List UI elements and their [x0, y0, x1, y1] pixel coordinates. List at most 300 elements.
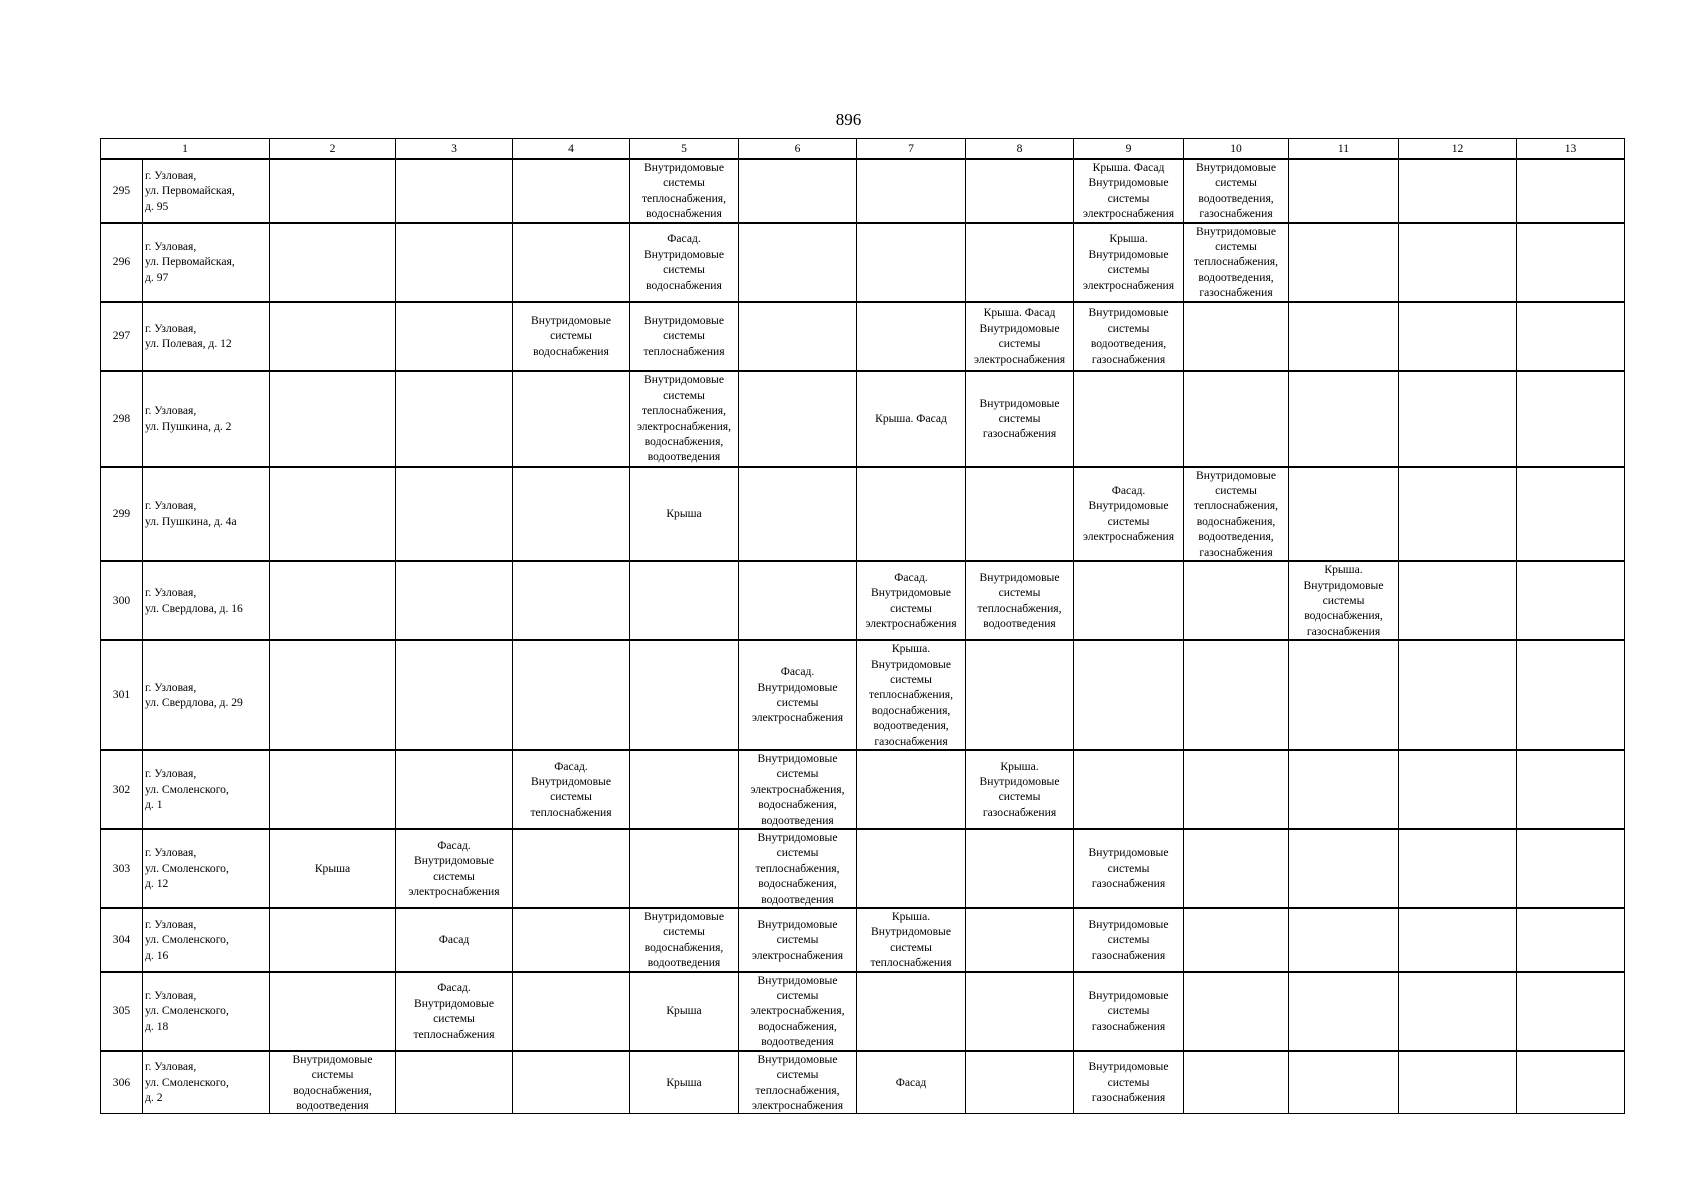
work-cell-col-11: [1289, 371, 1399, 467]
work-cell-col-8: [966, 371, 1074, 467]
work-line: газоснабжения: [1091, 352, 1166, 366]
work-line: электроснабжения,: [750, 782, 845, 796]
address-line: г. Узловая,: [145, 404, 197, 418]
work-cell-col-8: [966, 302, 1074, 371]
work-cell-col-6: [739, 1051, 857, 1114]
address-line: д. 18: [145, 1019, 169, 1033]
column-header-6: 6: [739, 139, 857, 160]
work-line: электроснабжения: [751, 711, 844, 725]
work-cell-col-13: [1517, 302, 1625, 371]
work-line: теплоснабжения,: [868, 688, 954, 702]
work-cell-col-6: [739, 829, 857, 908]
work-cell-col-8: [966, 159, 1074, 223]
column-header-1: 1: [101, 139, 270, 160]
work-line: водоснабжения,: [644, 940, 724, 954]
work-cell-col-8: [966, 561, 1074, 640]
work-cell-col-10: [1184, 223, 1289, 302]
work-cell-col-12: [1399, 829, 1517, 908]
work-cell-col-4: [513, 972, 630, 1051]
row-number: 297: [101, 302, 143, 371]
work-cell-col-8: [966, 640, 1074, 750]
work-cell-col-7: [857, 972, 966, 1051]
work-line: системы: [1322, 593, 1365, 607]
address-line: ул. Свердлова, д. 29: [145, 696, 243, 710]
row-number: 296: [101, 223, 143, 302]
work-line: водоотведения: [761, 1035, 834, 1049]
work-line: электроснабжения: [1082, 278, 1175, 292]
work-line: системы: [1107, 933, 1150, 947]
work-line: Крыша. Фасад: [1092, 161, 1165, 174]
address-cell: [143, 972, 270, 1051]
work-line: Внутридомовые: [644, 314, 724, 328]
address-line: д. 16: [145, 948, 169, 962]
work-cell-col-6: [739, 467, 857, 561]
address-line: г. Узловая,: [145, 240, 197, 254]
work-cell-col-9: [1074, 561, 1184, 640]
work-cell-col-12: [1399, 159, 1517, 223]
work-cell-col-8: [966, 223, 1074, 302]
work-cell-col-8: [966, 750, 1074, 829]
table-body: [101, 159, 1625, 1114]
work-cell-col-10: [1184, 467, 1289, 561]
work-line: Фасад.: [554, 759, 588, 773]
work-cell-col-6: [739, 750, 857, 829]
work-line: системы: [776, 696, 819, 710]
work-cell-col-12: [1399, 467, 1517, 561]
address-cell: [143, 640, 270, 750]
work-line: Внутридомовые: [644, 373, 724, 387]
address-cell: [143, 302, 270, 371]
work-line: газоснабжения: [982, 427, 1057, 441]
work-cell-col-12: [1399, 972, 1517, 1051]
work-line: Внутридомовые: [1088, 176, 1169, 190]
work-line: Внутридомовые: [644, 161, 724, 174]
work-cell-col-6: [739, 159, 857, 223]
work-line: системы: [1107, 514, 1150, 528]
work-line: системы: [433, 1012, 475, 1026]
work-line: водоотведения,: [873, 719, 949, 733]
work-line: водоснабжения,: [758, 877, 837, 891]
address-line: д. 12: [145, 877, 169, 891]
work-line: системы: [433, 869, 475, 883]
work-line: Внутридомовые: [757, 1052, 838, 1066]
work-line: водоотведения,: [1090, 337, 1167, 351]
work-line: системы: [1215, 240, 1257, 254]
work-line: Фасад.: [667, 232, 701, 246]
work-cell-col-4: [513, 467, 630, 561]
column-header-2: 2: [270, 139, 396, 160]
address-line: д. 95: [145, 199, 169, 213]
work-line: электроснабжения,: [637, 419, 732, 433]
work-cell-col-13: [1517, 371, 1625, 467]
table-row: [101, 829, 1625, 908]
work-cell-col-5: [630, 829, 739, 908]
work-line: Фасад.: [437, 981, 471, 995]
work-line: системы: [1107, 1004, 1150, 1018]
work-line: водоснабжения,: [1304, 609, 1383, 623]
work-cell-col-4: [513, 223, 630, 302]
work-line: газоснабжения: [1199, 207, 1273, 221]
work-line: Внутридомовые: [1088, 846, 1169, 860]
work-cell-col-6: [739, 561, 857, 640]
work-cell-col-7: [857, 640, 966, 750]
column-header-4: 4: [513, 139, 630, 160]
row-number: 304: [101, 908, 143, 972]
work-line: Внутридомовые: [757, 680, 838, 694]
work-cell-col-10: [1184, 159, 1289, 223]
header-row: [101, 139, 1625, 160]
work-line: системы: [890, 940, 932, 954]
row-number: 302: [101, 750, 143, 829]
work-line: Внутридомовые: [757, 917, 838, 931]
work-cell-col-13: [1517, 159, 1625, 223]
work-line: системы: [663, 329, 705, 343]
work-line: Крыша: [666, 507, 702, 521]
work-cell-col-11: [1289, 829, 1399, 908]
work-line: теплоснабжения,: [641, 404, 727, 418]
work-cell-col-2: [270, 829, 396, 908]
work-cell-col-2: [270, 908, 396, 972]
address-line: ул. Пушкина, д. 4а: [145, 514, 237, 528]
work-cell-col-10: [1184, 750, 1289, 829]
work-line: электроснабжения: [751, 948, 844, 962]
work-cell-col-4: [513, 829, 630, 908]
work-cell-col-5: [630, 159, 739, 223]
row-number: 301: [101, 640, 143, 750]
work-cell-col-9: [1074, 908, 1184, 972]
table-row: [101, 223, 1625, 302]
work-line: водоотведения: [761, 892, 834, 906]
row-number: 305: [101, 972, 143, 1051]
address-line: ул. Смоленского,: [145, 933, 229, 947]
work-cell-col-6: [739, 223, 857, 302]
work-cell-col-12: [1399, 640, 1517, 750]
address-cell: [143, 159, 270, 223]
work-cell-col-12: [1399, 302, 1517, 371]
work-line: Внутридомовые: [1196, 468, 1276, 482]
work-line: Крыша: [666, 1004, 702, 1018]
work-cell-col-12: [1399, 908, 1517, 972]
column-header-5: 5: [630, 139, 739, 160]
work-line: Фасад.: [780, 665, 815, 679]
work-cell-col-9: [1074, 640, 1184, 750]
work-line: системы: [1107, 321, 1150, 335]
work-cell-col-3: [396, 908, 513, 972]
work-cell-col-10: [1184, 972, 1289, 1051]
work-line: Внутридомовые: [1088, 306, 1169, 320]
work-line: Внутридомовые: [644, 247, 724, 261]
work-cell-col-11: [1289, 1051, 1399, 1114]
work-line: газоснабжения: [1199, 545, 1273, 559]
work-line: Внутридомовые: [757, 831, 838, 844]
address-line: ул. Смоленского,: [145, 1004, 229, 1018]
work-line: Внутридомовые: [871, 586, 951, 600]
address-line: г. Узловая,: [145, 586, 197, 600]
work-line: Внутридомовые: [871, 657, 951, 671]
row-number: 295: [101, 159, 143, 223]
work-line: Внутридомовые: [1088, 989, 1169, 1003]
work-line: системы: [998, 337, 1041, 351]
work-line: системы: [890, 601, 932, 615]
work-cell-col-12: [1399, 223, 1517, 302]
work-line: системы: [776, 1068, 819, 1082]
work-cell-col-13: [1517, 972, 1625, 1051]
address-cell: [143, 750, 270, 829]
work-line: системы: [1107, 861, 1150, 875]
work-cell-col-5: [630, 972, 739, 1051]
work-line: газоснабжения: [1091, 1019, 1166, 1033]
work-cell-col-4: [513, 750, 630, 829]
work-line: Крыша.: [891, 910, 931, 924]
work-line: теплоснабжения: [643, 344, 725, 358]
work-line: электроснабжения: [865, 617, 957, 631]
work-line: теплоснабжения,: [1193, 499, 1279, 513]
work-line: теплоснабжения,: [755, 1083, 840, 1097]
address-line: г. Узловая,: [145, 767, 197, 781]
work-line: системы: [998, 586, 1041, 600]
row-number: 299: [101, 467, 143, 561]
work-cell-col-6: [739, 640, 857, 750]
work-cell-col-13: [1517, 829, 1625, 908]
work-cell-col-11: [1289, 302, 1399, 371]
work-line: Внутридомовые: [1303, 578, 1384, 592]
work-cell-col-7: [857, 561, 966, 640]
work-cell-col-3: [396, 223, 513, 302]
work-line: Крыша.: [1000, 759, 1039, 773]
work-line: системы: [1107, 191, 1150, 205]
address-line: ул. Смоленского,: [145, 861, 229, 875]
work-cell-col-7: [857, 159, 966, 223]
work-cell-col-5: [630, 640, 739, 750]
work-line: водоотведения: [296, 1098, 369, 1112]
work-cell-col-4: [513, 159, 630, 223]
address-line: д. 97: [145, 270, 169, 284]
work-line: Внутридомовые: [757, 751, 838, 765]
work-line: водоотведения,: [1198, 191, 1274, 205]
work-line: газоснабжения: [1091, 948, 1166, 962]
work-line: системы: [663, 176, 705, 190]
work-cell-col-5: [630, 302, 739, 371]
work-line: Внутридомовые: [1088, 917, 1169, 931]
work-cell-col-3: [396, 159, 513, 223]
work-line: электроснабжения: [408, 884, 500, 898]
work-line: Внутридомовые: [979, 775, 1060, 789]
work-line: водоснабжения: [533, 344, 609, 358]
work-line: Фасад: [895, 1075, 927, 1089]
work-line: Внутридомовые: [531, 775, 611, 789]
table-row: [101, 908, 1625, 972]
work-line: Фасад.: [894, 570, 928, 584]
work-line: газоснабжения: [1091, 1091, 1166, 1105]
work-line: водоотведения: [647, 956, 721, 970]
work-cell-col-3: [396, 371, 513, 467]
work-cell-col-8: [966, 829, 1074, 908]
address-line: ул. Полевая, д. 12: [145, 337, 232, 351]
address-line: г. Узловая,: [145, 499, 197, 513]
work-cell-col-4: [513, 371, 630, 467]
work-cell-col-7: [857, 223, 966, 302]
work-line: системы: [1107, 263, 1150, 277]
address-line: ул. Первомайская,: [145, 255, 235, 269]
work-cell-col-3: [396, 750, 513, 829]
work-cell-col-3: [396, 640, 513, 750]
work-line: водоснабжения: [646, 278, 722, 292]
work-cell-col-3: [396, 972, 513, 1051]
address-line: ул. Пушкина, д. 2: [145, 419, 232, 433]
table-row: [101, 302, 1625, 371]
work-cell-col-9: [1074, 371, 1184, 467]
work-cell-col-12: [1399, 371, 1517, 467]
work-cell-col-9: [1074, 302, 1184, 371]
work-line: системы: [890, 672, 932, 686]
work-cell-col-3: [396, 467, 513, 561]
work-line: газоснабжения: [982, 805, 1057, 819]
work-cell-col-3: [396, 561, 513, 640]
address-cell: [143, 223, 270, 302]
work-cell-col-13: [1517, 750, 1625, 829]
work-cell-col-4: [513, 1051, 630, 1114]
work-line: системы: [663, 925, 705, 939]
work-cell-col-2: [270, 467, 396, 561]
work-cell-col-5: [630, 1051, 739, 1114]
work-cell-col-12: [1399, 1051, 1517, 1114]
work-line: Внутридомовые: [414, 996, 494, 1010]
work-cell-col-7: [857, 750, 966, 829]
work-cell-col-6: [739, 371, 857, 467]
work-line: теплоснабжения: [870, 956, 952, 970]
work-cell-col-11: [1289, 972, 1399, 1051]
work-line: Внутридомовые: [1196, 161, 1276, 174]
work-line: системы: [550, 329, 592, 343]
row-number: 306: [101, 1051, 143, 1114]
work-cell-col-4: [513, 640, 630, 750]
work-line: Крыша.: [1324, 563, 1363, 577]
work-cell-col-2: [270, 1051, 396, 1114]
work-line: Внутридомовые: [1088, 499, 1169, 513]
address-line: ул. Первомайская,: [145, 184, 235, 198]
work-cell-col-2: [270, 159, 396, 223]
work-cell-col-11: [1289, 561, 1399, 640]
work-cell-col-7: [857, 1051, 966, 1114]
work-line: Крыша: [314, 861, 351, 875]
work-cell-col-13: [1517, 561, 1625, 640]
table-row: [101, 467, 1625, 561]
work-cell-col-9: [1074, 159, 1184, 223]
work-cell-col-12: [1399, 561, 1517, 640]
work-line: электроснабжения,: [750, 1004, 845, 1018]
work-line: водоснабжения,: [1196, 514, 1276, 528]
column-header-11: 11: [1289, 139, 1399, 160]
work-cell-col-8: [966, 908, 1074, 972]
work-cell-col-8: [966, 467, 1074, 561]
work-line: водоснабжения,: [644, 435, 724, 449]
work-line: системы: [311, 1068, 354, 1082]
work-cell-col-13: [1517, 908, 1625, 972]
work-cell-col-4: [513, 561, 630, 640]
work-line: Крыша. Фасад: [983, 306, 1056, 320]
work-cell-col-10: [1184, 371, 1289, 467]
work-cell-col-9: [1074, 750, 1184, 829]
work-line: теплоснабжения: [413, 1027, 495, 1041]
work-cell-col-9: [1074, 829, 1184, 908]
work-line: Внутридомовые: [531, 314, 611, 328]
work-line: системы: [1107, 1075, 1150, 1089]
table-row: [101, 640, 1625, 750]
work-line: электроснабжения: [751, 1098, 844, 1112]
work-cell-col-4: [513, 908, 630, 972]
work-cell-col-10: [1184, 302, 1289, 371]
work-line: системы: [550, 790, 592, 804]
work-cell-col-6: [739, 908, 857, 972]
work-cell-col-3: [396, 302, 513, 371]
work-line: Фасад.: [437, 838, 471, 852]
table-row: [101, 561, 1625, 640]
work-cell-col-2: [270, 750, 396, 829]
work-cell-col-11: [1289, 640, 1399, 750]
work-cell-col-4: [513, 302, 630, 371]
column-header-3: 3: [396, 139, 513, 160]
work-line: водоснабжения,: [871, 703, 951, 717]
row-number: 300: [101, 561, 143, 640]
work-cell-col-2: [270, 640, 396, 750]
work-line: системы: [776, 989, 819, 1003]
work-line: водоотведения: [761, 813, 834, 827]
work-line: теплоснабжения,: [755, 861, 840, 875]
work-line: теплоснабжения,: [977, 601, 1062, 615]
work-line: теплоснабжения,: [641, 191, 727, 205]
column-header-12: 12: [1399, 139, 1517, 160]
work-cell-col-13: [1517, 1051, 1625, 1114]
work-line: Внутридомовые: [414, 854, 494, 868]
work-line: теплоснабжения,: [1193, 255, 1279, 269]
work-cell-col-5: [630, 908, 739, 972]
page-number: 896: [835, 110, 862, 129]
work-line: водоснабжения,: [758, 798, 837, 812]
work-cell-col-11: [1289, 159, 1399, 223]
work-cell-col-11: [1289, 908, 1399, 972]
address-line: г. Узловая,: [145, 1060, 197, 1074]
work-line: Внутридомовые: [871, 925, 951, 939]
work-cell-col-8: [966, 972, 1074, 1051]
work-cell-col-5: [630, 223, 739, 302]
address-cell: [143, 371, 270, 467]
work-cell-col-10: [1184, 908, 1289, 972]
address-line: г. Узловая,: [145, 917, 197, 931]
address-line: г. Узловая,: [145, 989, 197, 1003]
address-line: ул. Смоленского,: [145, 1075, 229, 1089]
work-cell-col-10: [1184, 640, 1289, 750]
work-cell-col-3: [396, 829, 513, 908]
work-line: системы: [663, 263, 705, 277]
work-line: Внутридомовые: [979, 396, 1060, 410]
address-cell: [143, 1051, 270, 1114]
work-cell-col-11: [1289, 467, 1399, 561]
column-header-9: 9: [1074, 139, 1184, 160]
work-line: Внутридомовые: [757, 973, 838, 987]
work-line: системы: [1215, 176, 1257, 190]
work-cell-col-7: [857, 371, 966, 467]
address-line: г. Узловая,: [145, 168, 197, 182]
work-cell-col-12: [1399, 750, 1517, 829]
column-header-10: 10: [1184, 139, 1289, 160]
work-line: Внутридомовые: [292, 1052, 373, 1066]
work-line: Внутридомовые: [1088, 1060, 1169, 1074]
work-line: системы: [776, 846, 819, 860]
work-cell-col-6: [739, 302, 857, 371]
work-line: газоснабжения: [874, 734, 948, 748]
work-cell-col-7: [857, 908, 966, 972]
work-line: газоснабжения: [1199, 286, 1273, 300]
